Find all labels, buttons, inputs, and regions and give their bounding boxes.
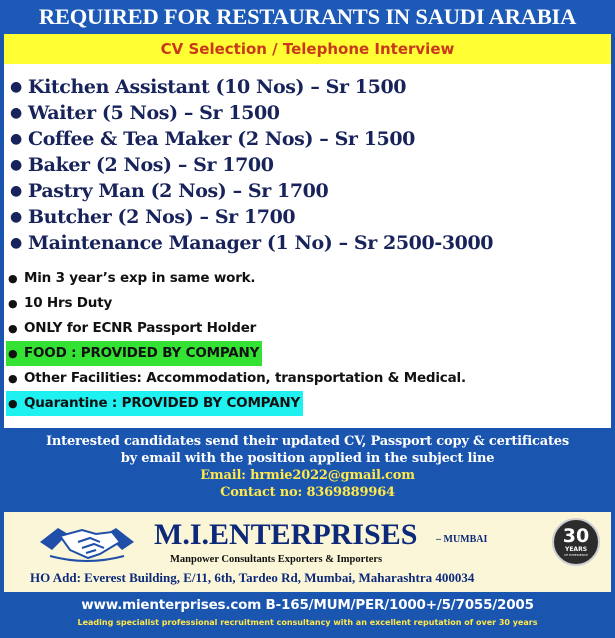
company-name: M.I.ENTERPRISES	[154, 518, 418, 551]
food-highlight	[6, 341, 262, 366]
bullet-icon: ●	[10, 209, 22, 225]
condition-item	[8, 291, 608, 316]
company-panel	[4, 512, 611, 592]
condition-item-quarantine	[8, 391, 608, 416]
job-item	[10, 74, 605, 100]
experience-badge	[552, 518, 600, 566]
condition-item-food	[8, 341, 608, 366]
selection-text: CV Selection / Telephone Interview	[160, 40, 455, 58]
job-item	[10, 152, 605, 178]
condition-text: Quarantine : PROVIDED BY COMPANY	[24, 395, 301, 411]
job-text: Butcher (2 Nos) – Sr 1700	[28, 206, 296, 228]
bullet-icon: ●	[10, 105, 22, 121]
job-item	[10, 178, 605, 204]
job-text: Kitchen Assistant (10 Nos) – Sr 1500	[28, 76, 407, 98]
job-text: Maintenance Manager (1 No) – Sr 2500-3000	[28, 232, 494, 254]
job-item	[10, 204, 605, 230]
bullet-icon: ●	[8, 322, 18, 335]
condition-text: FOOD : PROVIDED BY COMPANY	[24, 345, 260, 361]
bullet-icon: ●	[8, 297, 18, 310]
job-text: Pastry Man (2 Nos) – Sr 1700	[28, 180, 329, 202]
bottom-bar	[0, 594, 615, 638]
condition-item	[8, 266, 608, 291]
condition-text: Min 3 year’s exp in same work.	[24, 270, 256, 286]
bullet-icon: ●	[10, 79, 22, 95]
bullet-icon: ●	[10, 157, 22, 173]
header-bar	[0, 0, 615, 34]
bullet-icon: ●	[10, 235, 22, 251]
application-section	[0, 430, 615, 510]
bullet-icon: ●	[8, 397, 18, 410]
conditions-list	[8, 266, 608, 416]
apply-subject-note: by email with the position applied in the subject line	[120, 451, 495, 466]
job-text: Waiter (5 Nos) – Sr 1500	[28, 102, 280, 124]
bullet-icon: ●	[8, 372, 18, 385]
condition-item	[8, 316, 608, 341]
condition-text: 10 Hrs Duty	[24, 295, 113, 311]
badge-number: 30	[562, 525, 590, 547]
poster-title: REQUIRED FOR RESTAURANTS IN SAUDI ARABIA	[38, 4, 577, 29]
company-address: HO Add: Everest Building, E/11, 6th, Tardeo Rd, Mumbai, Maharashtra 400034	[30, 570, 475, 585]
website-license-line[interactable]: www.mienterprises.com B-165/MUM/PER/1000+/5/7055/2005	[81, 597, 534, 613]
condition-text: ONLY for ECNR Passport Holder	[24, 320, 257, 336]
job-item	[10, 230, 605, 256]
job-item	[10, 126, 605, 152]
company-city: – MUMBAI	[436, 534, 488, 545]
handshake-icon	[38, 520, 136, 564]
job-item	[10, 100, 605, 126]
bullet-icon: ●	[8, 347, 18, 360]
job-text: Baker (2 Nos) – Sr 1700	[28, 154, 274, 176]
bullet-icon: ●	[10, 183, 22, 199]
bullet-icon: ●	[8, 272, 18, 285]
badge-sublabel: OF EXPERIENCE	[564, 553, 588, 557]
job-text: Coffee & Tea Maker (2 Nos) – Sr 1500	[28, 128, 416, 150]
condition-text: Other Facilities: Accommodation, transportation & Medical.	[24, 370, 466, 386]
contact-number[interactable]: Contact no: 8369889964	[220, 485, 395, 500]
email-address[interactable]: Email: hrmie2022@gmail.com	[200, 468, 415, 483]
bullet-icon: ●	[10, 131, 22, 147]
badge-label: YEARS	[564, 546, 588, 553]
requirements-panel	[4, 34, 611, 428]
selection-banner	[4, 34, 611, 64]
job-list	[10, 74, 605, 256]
condition-item	[8, 366, 608, 391]
quarantine-highlight	[6, 391, 303, 416]
company-tagline: Manpower Consultants Exporters & Importers	[170, 554, 383, 565]
company-slogan: Leading specialist professional recruitment consultancy with an excellent reputation of over 30 years	[77, 618, 538, 627]
apply-instructions: Interested candidates send their updated CV, Passport copy & certificates	[46, 434, 569, 449]
